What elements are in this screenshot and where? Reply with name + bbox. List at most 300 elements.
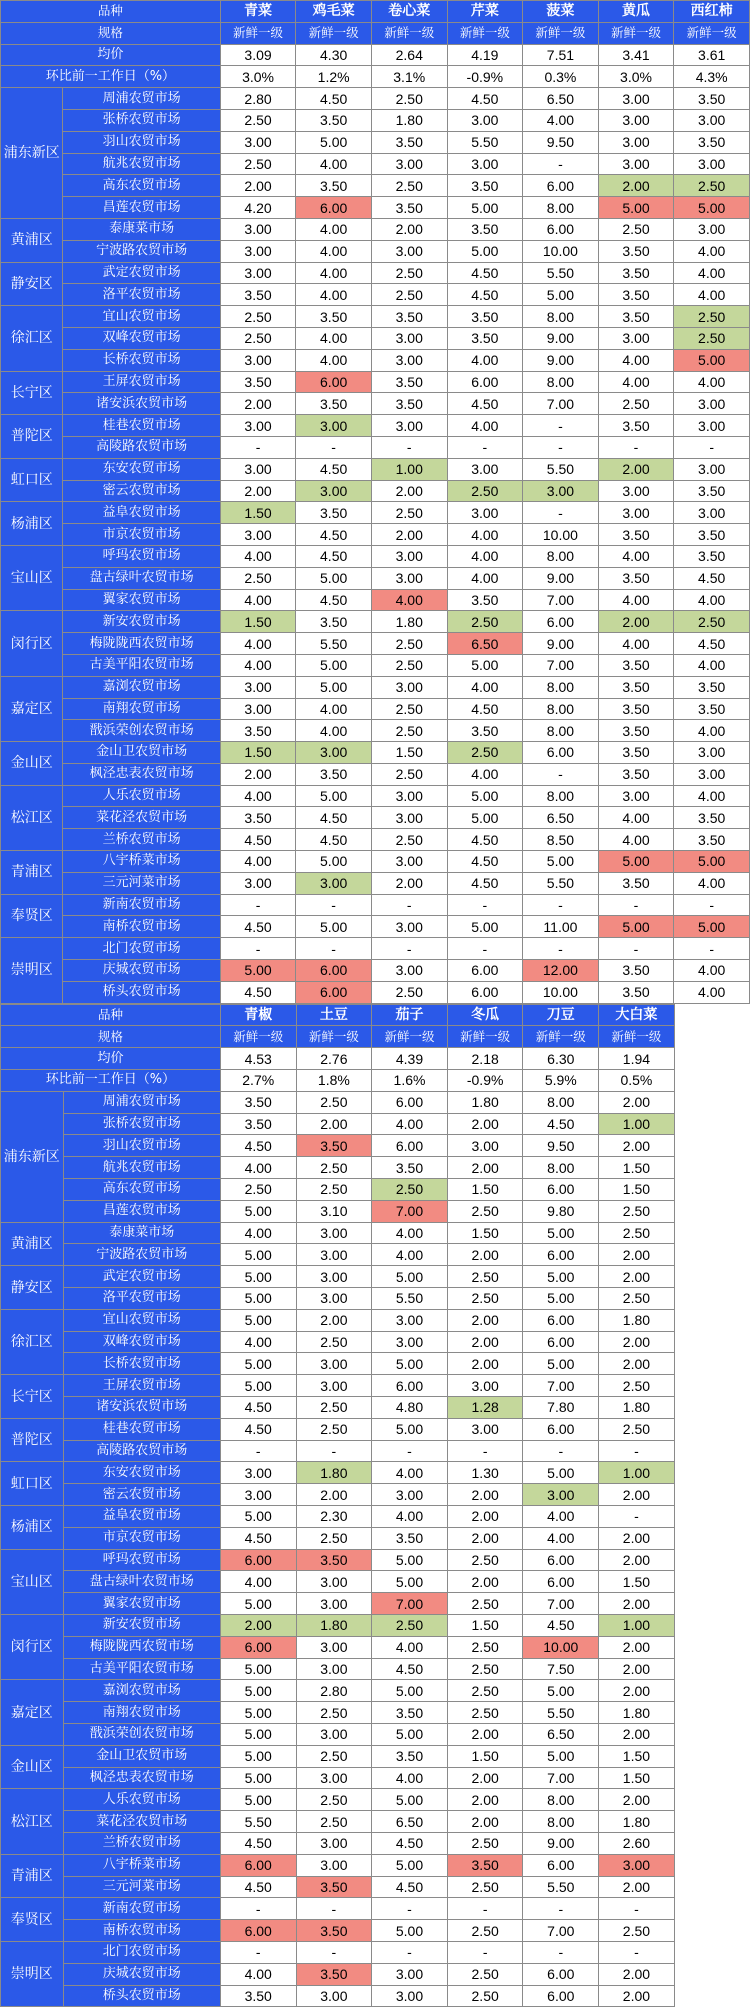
price-cell: 6.00 [523,611,599,633]
empty-cell [674,1244,750,1266]
price-cell: 9.50 [523,131,599,153]
price-cell: 5.00 [674,349,750,371]
price-cell: 3.00 [296,1288,372,1310]
price-cell: 3.00 [296,1375,372,1397]
market-name: 庆城农贸市场 [63,960,220,982]
price-cell: 3.00 [220,218,296,240]
market-name: 武定农贸市场 [63,1266,220,1288]
price-cell: 2.50 [599,1200,675,1222]
market-row [1,415,750,437]
price-cell: 5.00 [220,1593,296,1615]
price-cell: 5.00 [674,851,750,873]
price-cell: 5.00 [523,1266,599,1288]
market-name: 新安农贸市场 [63,611,220,633]
price-cell: 3.50 [674,480,750,502]
price-cell: 5.00 [220,1702,296,1724]
market-row [1,676,750,698]
market-name: 市京农贸市场 [63,524,220,546]
price-cell: 4.00 [372,1222,448,1244]
change-value: 1.8% [296,1070,372,1092]
price-cell: 4.00 [296,262,372,284]
price-cell: 4.50 [447,698,523,720]
price-cell: 4.00 [598,633,674,655]
avg-price-value: 4.30 [296,44,372,66]
price-cell: 2.50 [599,1222,675,1244]
market-name: 梅陇陇西农贸市场 [63,1636,220,1658]
price-cell: 3.00 [296,872,372,894]
price-cell: 4.00 [674,785,750,807]
avg-price-value: 4.39 [372,1048,448,1070]
price-cell: 7.00 [523,1767,599,1789]
market-row [1,567,750,589]
price-cell: 3.50 [598,676,674,698]
price-cell: - [523,763,599,785]
market-name: 枫泾忠表农贸市场 [63,763,220,785]
price-cell: 3.00 [220,676,296,698]
price-cell: 7.00 [523,393,599,415]
price-cell: 2.50 [371,284,447,306]
empty-cell [674,1157,750,1179]
price-cell: 3.50 [296,175,372,197]
price-cell: 5.00 [372,1353,448,1375]
price-cell: 2.00 [447,1244,523,1266]
price-cell: 2.50 [447,1549,523,1571]
market-name: 泰康菜市场 [63,1222,220,1244]
market-name: 桂巷农贸市场 [63,415,220,437]
price-cell: 3.00 [220,1462,296,1484]
price-cell: 4.00 [674,284,750,306]
price-cell: 4.00 [220,1331,296,1353]
market-name: 昌莲农贸市场 [63,197,220,219]
price-cell: 1.50 [220,502,296,524]
market-row [1,1135,750,1157]
price-cell: 1.80 [599,1397,675,1419]
price-cell: 3.00 [220,131,296,153]
empty-cell [674,1854,750,1876]
avg-price-value: 1.94 [599,1048,675,1070]
price-cell: 3.50 [220,807,296,829]
product-spec: 新鲜一级 [447,22,523,44]
market-name: 东安农贸市场 [63,1462,220,1484]
price-cell: 3.50 [598,742,674,764]
price-cell: 4.50 [296,458,372,480]
price-cell: 2.00 [220,763,296,785]
price-cell: 1.50 [599,1571,675,1593]
market-name: 周浦农贸市场 [63,88,220,110]
district-name: 浦东新区 [1,1091,64,1222]
price-cell: 4.00 [523,1527,599,1549]
price-cell: 3.10 [296,1200,372,1222]
district-name: 杨浦区 [1,502,63,546]
market-row [1,1702,750,1724]
price-cell: 5.00 [372,1854,448,1876]
price-cell: 2.50 [371,763,447,785]
price-cell: 3.00 [598,480,674,502]
price-cell: 6.00 [523,1549,599,1571]
price-cell: 2.00 [599,1658,675,1680]
market-name: 北门农贸市场 [63,938,220,960]
price-table-2 [0,1004,750,2007]
empty-cell [674,1789,750,1811]
price-cell: 4.50 [296,829,372,851]
district-name: 松江区 [1,785,63,850]
price-cell: 3.50 [674,88,750,110]
empty-cell [674,1353,750,1375]
price-cell: 3.00 [598,131,674,153]
market-row [1,545,750,567]
price-cell: 5.50 [447,131,523,153]
market-name: 北门农贸市场 [63,1941,220,1963]
price-cell: 2.80 [296,1680,372,1702]
price-cell: 4.50 [447,872,523,894]
market-row [1,480,750,502]
price-cell: 5.50 [372,1288,448,1310]
market-name: 嘉浏农贸市场 [63,676,220,698]
district-name: 浦东新区 [1,88,63,219]
empty-cell [674,1484,750,1506]
price-cell: - [372,1440,448,1462]
market-row [1,742,750,764]
market-row [1,175,750,197]
price-cell: 3.00 [599,1854,675,1876]
market-row [1,1767,750,1789]
price-cell: 2.50 [447,1680,523,1702]
price-cell: 4.00 [296,698,372,720]
price-cell: 5.00 [220,1288,296,1310]
price-cell: 5.00 [523,1462,599,1484]
price-cell: 3.00 [447,458,523,480]
price-cell: - [447,1941,523,1963]
market-row [1,349,750,371]
price-cell: 9.50 [523,1135,599,1157]
change-value: 5.9% [523,1070,599,1092]
market-row [1,763,750,785]
price-cell: - [523,502,599,524]
empty-cell [674,1876,750,1898]
price-cell: 6.00 [523,1571,599,1593]
price-cell: 2.00 [447,1157,523,1179]
price-cell: 3.50 [674,524,750,546]
price-cell: 4.50 [220,829,296,851]
price-cell: 3.00 [447,502,523,524]
price-cell: 2.50 [296,1331,372,1353]
price-cell: 2.50 [296,1418,372,1440]
price-cell: 6.00 [523,1309,599,1331]
price-cell: 3.50 [447,306,523,328]
market-row [1,1898,750,1920]
price-cell: 1.80 [447,1091,523,1113]
price-cell: 2.00 [296,1484,372,1506]
empty-cell [674,1593,750,1615]
price-cell: - [372,1898,448,1920]
price-cell: 2.00 [447,1353,523,1375]
price-cell: 4.00 [296,284,372,306]
price-cell: 4.00 [447,545,523,567]
price-cell: 1.80 [296,1462,372,1484]
price-cell: 3.50 [296,502,372,524]
price-cell: - [523,153,599,175]
price-cell: - [674,938,750,960]
price-cell: 3.00 [372,1484,448,1506]
price-cell: 6.00 [447,960,523,982]
price-cell: 2.00 [599,1680,675,1702]
district-name: 长宁区 [1,371,63,415]
district-name: 普陀区 [1,415,63,459]
market-row [1,1963,750,1985]
price-cell: 1.50 [447,1745,523,1767]
price-cell: 5.00 [372,1266,448,1288]
empty-cell [674,1636,750,1658]
header-row-spec [1,22,750,44]
district-name: 青浦区 [1,1854,64,1898]
price-cell: 4.00 [296,349,372,371]
price-cell: 3.00 [220,415,296,437]
price-cell: 2.50 [371,262,447,284]
market-name: 兰桥农贸市场 [63,829,220,851]
district-name: 宝山区 [1,1549,64,1614]
price-cell: 2.50 [447,1985,523,2007]
market-row [1,1091,750,1113]
price-cell: 4.00 [296,240,372,262]
price-cell: 5.50 [296,633,372,655]
price-cell: 4.50 [447,851,523,873]
price-cell: 4.00 [220,589,296,611]
market-name: 嘉浏农贸市场 [63,1680,220,1702]
price-cell: 3.00 [371,567,447,589]
price-cell: 3.50 [447,589,523,611]
price-cell: 5.00 [447,916,523,938]
price-cell: 2.00 [296,1309,372,1331]
market-name: 南桥农贸市场 [63,1920,220,1942]
market-name: 张桥农贸市场 [63,109,220,131]
price-cell: 3.00 [598,327,674,349]
price-cell: - [220,894,296,916]
price-cell: 2.50 [296,1179,372,1201]
market-row [1,327,750,349]
price-cell: 2.50 [598,218,674,240]
empty-cell [674,1375,750,1397]
price-cell: 3.00 [296,1854,372,1876]
price-cell: 2.00 [599,1091,675,1113]
district-name: 普陀区 [1,1418,64,1462]
price-cell: 4.00 [296,218,372,240]
price-cell: 3.50 [296,109,372,131]
price-cell: 4.00 [296,720,372,742]
product-name: 土豆 [296,1004,372,1026]
price-cell: 2.50 [447,1920,523,1942]
price-cell: 3.50 [371,393,447,415]
price-cell: 2.00 [296,1113,372,1135]
price-cell: 1.00 [371,458,447,480]
market-row [1,436,750,458]
district-name: 松江区 [1,1789,64,1854]
price-cell: 4.50 [523,1113,599,1135]
avg-price-value: 3.61 [674,44,750,66]
price-cell: 4.00 [220,654,296,676]
price-cell: 5.00 [220,960,296,982]
price-cell: 5.00 [598,851,674,873]
price-cell: 5.50 [523,872,599,894]
price-cell: - [296,1440,372,1462]
market-name: 盘古绿叶农贸市场 [63,567,220,589]
district-name: 金山区 [1,1745,64,1789]
price-cell: 3.00 [371,349,447,371]
price-cell: 4.80 [372,1397,448,1419]
price-cell: 3.50 [598,763,674,785]
price-cell: 2.00 [598,458,674,480]
empty-cell [674,1048,750,1070]
empty-cell [674,1723,750,1745]
price-cell: 8.00 [523,698,599,720]
price-cell: 2.50 [674,175,750,197]
price-cell: 1.50 [220,742,296,764]
market-name: 古美平阳农贸市场 [63,654,220,676]
price-cell: 5.00 [598,197,674,219]
empty-cell [674,1266,750,1288]
market-name: 金山卫农贸市场 [63,742,220,764]
price-cell: 2.80 [220,88,296,110]
price-cell: 4.50 [296,545,372,567]
price-cell: 3.50 [296,763,372,785]
district-name: 崇明区 [1,938,63,1003]
price-cell: 2.50 [220,1179,296,1201]
price-cell: 5.00 [523,1745,599,1767]
price-cell: 6.00 [523,1418,599,1440]
price-cell: 1.50 [599,1745,675,1767]
empty-cell [674,1527,750,1549]
price-cell: 5.00 [220,1723,296,1745]
empty-cell [674,1963,750,1985]
price-cell: 3.00 [296,1636,372,1658]
price-cell: 2.00 [447,1331,523,1353]
price-cell: 3.50 [674,807,750,829]
price-cell: 6.00 [220,1636,296,1658]
header-row-spec [1,1026,750,1048]
market-name: 八宇桥菜市场 [63,1854,220,1876]
price-cell: 3.50 [371,197,447,219]
price-cell: 4.50 [447,284,523,306]
change-value: 0.3% [523,66,599,88]
price-cell: 6.50 [523,1723,599,1745]
price-cell: 4.50 [220,1527,296,1549]
price-cell: 5.00 [220,1745,296,1767]
price-cell: 8.00 [523,676,599,698]
market-name: 宜山农贸市场 [63,1309,220,1331]
district-name: 闵行区 [1,1614,64,1679]
price-cell: 8.00 [523,1789,599,1811]
price-cell: 2.00 [447,1767,523,1789]
price-cell: 3.00 [674,458,750,480]
price-cell: 6.50 [372,1811,448,1833]
price-cell: - [220,1440,296,1462]
market-row [1,1244,750,1266]
price-cell: 3.00 [296,415,372,437]
price-cell: - [523,894,599,916]
price-cell: 3.00 [220,524,296,546]
price-cell: 6.00 [523,1963,599,1985]
price-cell: 4.00 [447,349,523,371]
price-cell: 3.00 [674,742,750,764]
price-cell: 3.00 [371,851,447,873]
market-name: 航兆农贸市场 [63,153,220,175]
market-row [1,938,750,960]
price-cell: 3.00 [447,1375,523,1397]
price-cell: 3.00 [371,676,447,698]
price-cell: 2.00 [447,1505,523,1527]
district-name: 宝山区 [1,545,63,610]
price-cell: 3.00 [598,88,674,110]
price-cell: 3.00 [371,916,447,938]
market-name: 呼玛农贸市场 [63,1549,220,1571]
empty-cell [674,1505,750,1527]
market-row [1,1723,750,1745]
price-cell: 2.50 [447,480,523,502]
price-cell: 4.50 [447,829,523,851]
price-cell: 3.00 [674,393,750,415]
district-name: 徐汇区 [1,306,63,371]
price-cell: 2.00 [447,1309,523,1331]
price-cell: 3.50 [598,567,674,589]
price-cell: 3.50 [598,524,674,546]
price-cell: 2.00 [599,1723,675,1745]
district-name: 金山区 [1,742,63,786]
price-cell: 6.00 [372,1375,448,1397]
price-cell: 1.80 [371,109,447,131]
price-cell: 3.50 [296,393,372,415]
district-name: 崇明区 [1,1941,64,2006]
price-cell: 2.00 [598,175,674,197]
price-cell: 3.00 [296,1244,372,1266]
price-cell: 3.50 [296,1963,372,1985]
price-cell: 2.50 [447,1702,523,1724]
price-cell: 9.00 [523,349,599,371]
price-cell: 5.00 [296,567,372,589]
price-cell: 2.00 [447,1571,523,1593]
district-name: 静安区 [1,262,63,306]
price-cell: - [447,938,523,960]
product-spec: 新鲜一级 [371,22,447,44]
price-cell: 6.00 [372,1091,448,1113]
market-name: 宁波路农贸市场 [63,1244,220,1266]
price-cell: 2.50 [447,1658,523,1680]
price-cell: 2.50 [372,1614,448,1636]
price-cell: 3.00 [674,109,750,131]
market-row [1,1614,750,1636]
price-cell: 3.50 [296,1920,372,1942]
price-cell: 5.00 [220,1375,296,1397]
market-row [1,1636,750,1658]
market-name: 桥头农贸市场 [63,981,220,1003]
price-cell: 3.00 [296,742,372,764]
price-cell: 3.00 [523,1484,599,1506]
market-name: 桥头农贸市场 [63,1985,220,2007]
avg-price-label: 均价 [1,1048,221,1070]
change-value: -0.9% [447,1070,523,1092]
price-cell: 4.50 [447,262,523,284]
price-cell: 2.50 [296,1157,372,1179]
price-cell: 3.00 [371,240,447,262]
price-cell: 5.00 [523,1222,599,1244]
avg-price-value: 3.09 [220,44,296,66]
market-row [1,916,750,938]
price-cell: 5.00 [296,785,372,807]
product-spec: 新鲜一级 [599,1026,675,1048]
empty-cell [674,1614,750,1636]
price-cell: 10.00 [523,524,599,546]
price-cell: 2.00 [599,1353,675,1375]
price-cell: - [220,1898,296,1920]
price-cell: 8.00 [523,306,599,328]
